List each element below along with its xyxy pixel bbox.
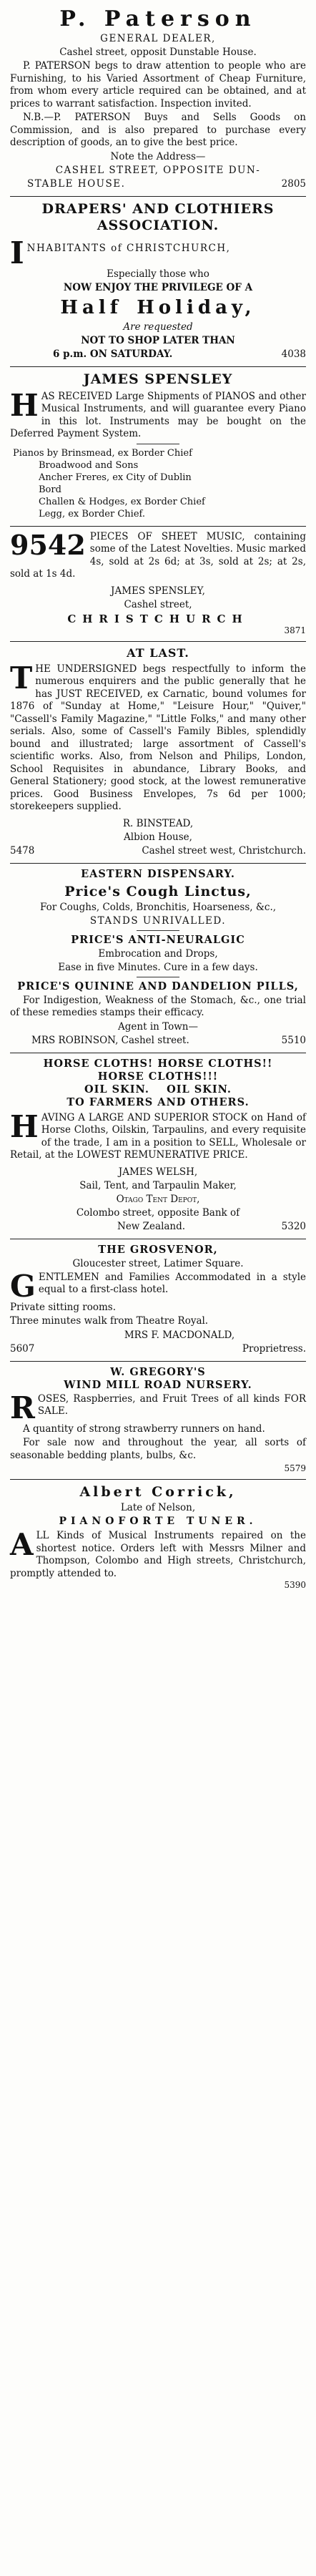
ad-from: Late of Nelson, — [120, 1502, 196, 1513]
drop-cap: A — [10, 1527, 34, 1562]
ad-spensley-music — [10, 527, 306, 642]
ad-address-line1: Colombo street, opposite Bank of — [76, 1206, 240, 1219]
ad-address-line1: CASHEL STREET, OPPOSITE DUN- — [55, 164, 261, 176]
ad-not-shop: NOT TO SHOP LATER THAN — [81, 334, 235, 346]
ad-body: AS RECEIVED Large Shipments of PIANOS and other Musical Instruments, and will guarantee every Piano in this lot. Instruments may be bought on the Deferred Payment System. — [10, 390, 306, 439]
ad-address-row — [10, 178, 306, 190]
ad-ref-number: 5607 — [10, 1342, 35, 1355]
ad-ref-number: 2805 — [281, 177, 306, 190]
drop-cap: G — [10, 1268, 36, 1304]
ad-address-row — [10, 845, 306, 857]
ad-body: P. PATERSON begs to draw attention to people who are Furnishing, to his Varied Assortment of Cheap Furniture, from whom every article required can be obtained, and at prices to warrant satisfaction. Inspection invited. — [10, 60, 306, 109]
ad-body-block — [10, 1108, 306, 1162]
ad-house: Albion House, — [124, 831, 192, 843]
ad-role: Proprietress. — [242, 1342, 306, 1355]
ad-role-row — [10, 1343, 306, 1355]
neuralgic-body: Ease in five Minutes. Cure in a few days. — [58, 961, 258, 973]
ad-ref-number: 5579 — [284, 1463, 306, 1473]
ad-intro-block — [10, 235, 306, 270]
holiday-word: Holiday, — [137, 296, 256, 318]
ad-body-3: For sale now and throughout the year, all sorts of seasonable bedding plants, bulbs, &c. — [10, 1437, 306, 1461]
piano-item: Broadwood and Sons — [39, 459, 139, 471]
ad-note: Note the Address— — [110, 150, 206, 162]
ad-title: DRAPERS' AND CLOTHIERS ASSOCIATION. — [41, 200, 275, 233]
agent-row — [10, 1035, 306, 1047]
divider — [137, 930, 179, 931]
ad-ref-number: 4038 — [281, 348, 306, 360]
ad-title: P. Paterson — [59, 6, 257, 31]
piano-item: Legg, ex Border Chief. — [39, 508, 145, 519]
ad-body: ENTLEMEN and Families Accommodated in a style equal to a first-class hotel. — [38, 1271, 306, 1295]
ad-subtitle: WIND MILL ROAD NURSERY. — [64, 1378, 252, 1391]
ad-title: Albert Corrick, — [79, 1484, 237, 1500]
piano-item: Bord — [39, 484, 61, 495]
ad-body-2: A quantity of strong strawberry runners on hand. — [23, 1423, 265, 1435]
ad-spensley-pianos — [10, 367, 306, 527]
ad-rooms: Private sitting rooms. — [10, 1301, 117, 1313]
ad-body: AVING A LARGE AND SUPERIOR STOCK on Hand of Horse Cloths, Oilskin, Tarpaulins, and every requisite of the trade, I am in a position to SELL, Wholesale or Retail, at the LOWEST REMUNERATIVE PRICE. — [10, 1111, 306, 1161]
ad-trade: Sail, Tent, and Tarpaulin Maker, — [79, 1179, 237, 1191]
ad-grosvenor — [10, 1239, 306, 1362]
ad-city: CHRISTCHURCH — [67, 612, 249, 625]
ad-body: HE UNDERSIGNED begs respectfully to inform the numerous enquirers and the public generally that he has JUST RECEIVED, ex Carnatic, bound volumes for 1876 of "Sunday at Home," "Leisure Hour," "Quiver," "Cassell's Family Magazine," "Little Folks," and many other serials. Also, some of Cassell's Family Bibles, splendidly bound and illustrated; large assortment of Cassell's scientific works. Also, from Nelson and Philips, London, School Requisites in abundance, Library Books, and General Stationery; good stock, at the lowest remunerative prices. Good Business Envelopes, 7s 6d per 1000; storekeepers supplied. — [10, 663, 306, 812]
drop-cap: R — [10, 1390, 35, 1425]
ad-drapers — [10, 197, 306, 367]
ad-ref-number: 5320 — [281, 1220, 306, 1232]
ad-ref-number: 3871 — [284, 625, 306, 635]
ad-name: JAMES WELSH, — [118, 1166, 198, 1178]
ad-welsh — [10, 1053, 306, 1239]
ad-binstead — [10, 642, 306, 864]
oil-skin-line: OIL SKIN. OIL SKIN. — [84, 1083, 232, 1096]
drop-cap: H — [10, 387, 39, 423]
ad-requested: Are requested — [123, 321, 193, 333]
ad-address: Cashel street west, Christchurch. — [142, 844, 306, 857]
piano-item: Ancher Freres, ex City of Dublin — [39, 472, 192, 483]
horse-cloths-line: HORSE CLOTHS! HORSE CLOTHS!! — [43, 1057, 273, 1070]
ad-subtitle: GENERAL DEALER, — [100, 33, 216, 44]
ad-title: THE GROSVENOR, — [98, 1243, 218, 1256]
ad-depot: Otago Tent Depot, — [116, 1193, 200, 1205]
big-number: 9542 — [10, 528, 86, 561]
linctus-unrivalled: STANDS UNRIVALLED. — [89, 914, 227, 927]
ad-half-holiday — [10, 297, 306, 318]
ad-privilege: NOW ENJOY THE PRIVILEGE OF A — [63, 281, 253, 293]
ad-body-block — [10, 528, 306, 581]
ad-title: EASTERN DISPENSARY. — [81, 867, 235, 880]
ad-walk: Three minutes walk from Theatre Royal. — [10, 1315, 209, 1327]
agent-label: Agent in Town— — [118, 1020, 198, 1033]
piano-item: Challen & Hodges, ex Border Chief — [39, 496, 205, 507]
ad-ref-number: 5510 — [281, 1034, 306, 1046]
agent-name: MRS ROBINSON, Cashel street. — [31, 1034, 189, 1046]
ad-location: Gloucester street, Latimer Square. — [72, 1257, 244, 1269]
farmers-line: TO FARMERS AND OTHERS. — [66, 1096, 250, 1108]
ad-gregory — [10, 1362, 306, 1480]
ad-body-block — [10, 387, 306, 441]
ad-especially: Especially those who — [107, 268, 209, 280]
neuralgic-sub: Embrocation and Drops, — [98, 947, 218, 960]
pianos-intro: Pianos by Brinsmead, ex Border Chief — [13, 447, 192, 459]
horse-cloths-line-2: HORSE CLOTHS!!! — [97, 1070, 219, 1083]
ad-street: Cashel street, — [124, 598, 192, 610]
ad-body-block — [10, 660, 306, 814]
ad-corrick — [10, 1480, 306, 1596]
ad-body-2: N.B.—P. PATERSON Buys and Sells Goods on Commission, and is also prepared to purchase every description of goods, an to give the best price. — [10, 112, 306, 148]
ad-ref-number: 5390 — [284, 1580, 306, 1590]
ad-time: 6 p.m. ON SATURDAY. — [53, 348, 173, 360]
linctus-for: For Coughs, Colds, Bronchitis, Hoarseness, &c., — [39, 901, 277, 913]
ad-trade: PIANOFORTE TUNER. — [59, 1516, 257, 1527]
ad-title: JAMES SPENSLEY — [83, 371, 233, 387]
drop-cap: H — [10, 1108, 39, 1144]
ad-address-line2: STABLE HOUSE. — [27, 177, 126, 190]
ad-name: JAMES SPENSLEY, — [111, 585, 205, 597]
ad-body: PIECES OF SHEET MUSIC, containing some of the Latest Novelties. Music marked 4s, sold at 2s 6d; at 3s, sold at 2s; at 2s, sold at 1s 4d. — [10, 530, 306, 580]
quinine-title: PRICE'S QUININE AND DANDELION PILLS, — [17, 980, 299, 992]
ad-address-row — [10, 1221, 306, 1233]
drop-cap: T — [10, 660, 33, 696]
ad-name: R. BINSTEAD, — [122, 817, 194, 829]
ad-body-block — [10, 1390, 306, 1425]
ad-body-block — [10, 1527, 306, 1580]
ad-paterson — [10, 3, 306, 197]
ad-address-line2: New Zealand. — [117, 1220, 186, 1232]
ad-body-block — [10, 1268, 306, 1304]
ad-title: W. GREGORY'S — [110, 1365, 206, 1378]
quinine-body: For Indigestion, Weakness of the Stomach, &c., one trial of these remedies stamps their efficacy. — [10, 994, 306, 1018]
ad-dispensary — [10, 864, 306, 1053]
drop-cap: I — [10, 235, 24, 270]
ad-title: AT LAST. — [127, 645, 189, 660]
ad-time-row — [10, 348, 306, 361]
ad-body: LL Kinds of Musical Instruments repaired on the shortest notice. Orders left with Messrs Milner and Thompson, Colombo and High streets, Christchurch, promptly attended to. — [10, 1530, 306, 1579]
half-word: Half — [60, 296, 122, 318]
ad-owner: MRS F. MACDONALD, — [124, 1329, 235, 1341]
linctus-title: Price's Cough Linctus, — [64, 883, 252, 899]
ad-ref-number: 5478 — [10, 844, 35, 857]
ad-intro: NHABITANTS of CHRISTCHURCH, — [26, 242, 231, 254]
neuralgic-title: PRICE'S ANTI-NEURALGIC — [71, 933, 245, 946]
ad-location: Cashel street, opposit Dunstable House. — [59, 47, 257, 58]
ad-body: OSES, Raspberries, and Fruit Trees of all kinds FOR SALE. — [37, 1392, 306, 1417]
